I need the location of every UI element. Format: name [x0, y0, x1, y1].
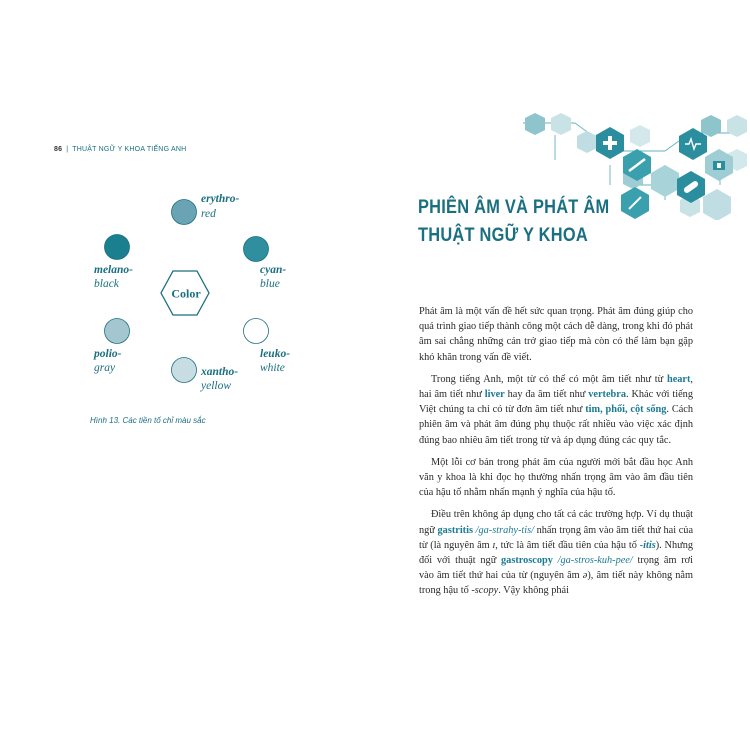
- text-run: ). Nhưng đối với thuật ngữ: [419, 539, 694, 567]
- right-page: [375, 0, 750, 750]
- leuko-prefix: leuko-: [260, 348, 291, 360]
- center-label: Color: [171, 286, 201, 301]
- term-liver: liver: [484, 389, 505, 401]
- melano-meaning: black: [94, 278, 119, 290]
- running-header-title: THUẬT NGỮ Y KHOA TIẾNG ANH: [72, 146, 187, 153]
- term-vietnamese-words: tim, phổi, cột sống: [585, 404, 667, 416]
- chapter-title: [418, 193, 609, 249]
- body-text: [419, 304, 693, 606]
- icon-hexagons: [596, 127, 733, 220]
- title-line-2: THUẬT NGỮ Y KHOA: [418, 224, 588, 246]
- text-run: . Vậy không phải: [498, 585, 569, 597]
- text-run: trọng âm rơi vào âm tiết thứ hai của từ (nguyên âm: [419, 555, 693, 582]
- leuko-meaning: white: [260, 362, 285, 374]
- paragraph-4: [419, 507, 693, 598]
- text-run: . Khác với tiếng Việt chúng ta chỉ có từ đơn âm tiết như: [419, 389, 693, 416]
- cyan-meaning: blue: [260, 278, 280, 290]
- cyan-prefix: cyan-: [260, 264, 287, 276]
- text-run: Trong tiếng Anh, một từ có thể có một âm tiết như từ: [431, 373, 667, 385]
- term-gastroscopy: gastroscopy: [501, 555, 553, 567]
- pronunciation-gastroscopy: /ga-stros-kuh-pee/: [552, 555, 633, 567]
- term-vertebra: vertebra: [588, 389, 626, 401]
- cyan-swatch: [244, 237, 269, 262]
- polio-meaning: gray: [94, 362, 116, 374]
- pronunciation-gastritis: /ga-strahy-tis/: [472, 524, 534, 536]
- erythro-swatch: [172, 200, 197, 225]
- vowel-symbol: ɪ: [492, 539, 496, 551]
- color-prefix-diagram: [0, 0, 375, 420]
- term-gastritis: gastritis: [437, 524, 473, 536]
- paragraph-3: Một lỗi cơ bản trong phát âm của người mới bắt đầu học Anh văn y khoa là khi đọc họ thường nhấn trọng âm vào âm đầu tiên của hậu tố nhằm nhấn mạnh ý nghĩa của hậu tố.: [419, 456, 693, 499]
- paragraph-1: Phát âm là một vấn đề hết sức quan trọng. Phát âm đúng giúp cho quá trình giao tiếp thành công một cách dễ dàng, trong khi đó phát âm sai chẳng những cản trở giao tiếp mà còn có thể làm bạn gặp khó khăn trong vấn đề viết.: [419, 306, 693, 363]
- paragraph-2: [419, 372, 693, 448]
- text-run: hay đa âm tiết như: [504, 389, 589, 401]
- polio-prefix: polio-: [94, 348, 122, 360]
- erythro-prefix: erythro-: [201, 193, 240, 205]
- header-separator: |: [66, 146, 69, 153]
- text-run: , tức là âm tiết đầu tiên của hậu tố: [495, 539, 640, 551]
- leuko-swatch: [244, 319, 269, 344]
- text-run: nhấn trọng âm vào âm tiết thứ hai của từ (là nguyên âm: [419, 524, 694, 551]
- vowel-symbol: ə: [582, 570, 588, 582]
- xantho-meaning: yellow: [201, 380, 232, 392]
- text-run: . Cách phiên âm và phát âm đúng phụ thuộc rất nhiều vào việc xác định đúng bao nhiêu âm tiết trong từ và áp dụng đúng các quy tắc.: [419, 404, 693, 446]
- text-run: , hai âm tiết như: [419, 373, 693, 401]
- xantho-prefix: xantho-: [201, 366, 239, 378]
- polio-swatch: [105, 319, 130, 344]
- term-heart: heart: [666, 373, 691, 385]
- xantho-swatch: [172, 358, 197, 383]
- text-run: Điều trên không áp dụng cho tất cả các trường hợp. Ví dụ thuật ngữ: [419, 509, 693, 536]
- suffix-scopy: -scopy: [471, 585, 499, 597]
- text-run: ), âm tiết này không nằm trong hậu tố: [419, 570, 693, 597]
- page-number: 86: [54, 146, 63, 153]
- title-line-1: PHIÊN ÂM VÀ PHÁT ÂM: [418, 196, 610, 218]
- melano-swatch: [105, 235, 130, 260]
- suffix-itis: -itis: [639, 539, 656, 551]
- melano-prefix: melano-: [94, 264, 133, 276]
- erythro-meaning: red: [201, 208, 216, 220]
- figure-caption: Hình 13. Các tiền tố chỉ màu sắc: [90, 416, 206, 425]
